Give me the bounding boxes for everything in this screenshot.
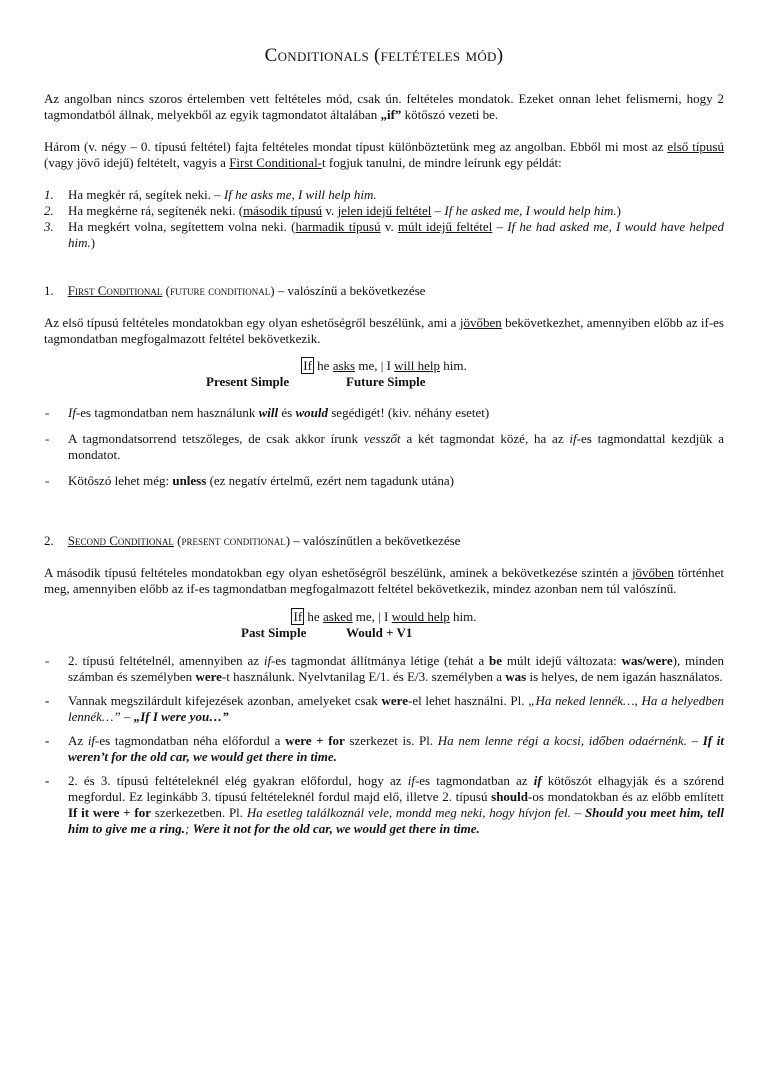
s2-b2-hu: „Ha neked lennék…, Ha a helyedben lennék…” — [68, 693, 724, 724]
s2-b2-were: were — [381, 693, 408, 708]
s1-b2-if: if — [569, 431, 577, 446]
s1-b3-c: (ez negatív értelmű, ezért nem tagadunk utána) — [206, 473, 454, 488]
example-hu: Ha megkér rá, segítek neki. – — [68, 187, 224, 202]
example-en: If he had asked me, I would have helped him. — [68, 219, 724, 250]
bullet: - — [45, 773, 50, 788]
example-dash: – — [431, 203, 445, 218]
s1-label-present-simple: Present Simple — [206, 374, 290, 389]
example-close: ) — [616, 203, 621, 218]
section-2-heading — [44, 533, 724, 549]
s2-b4-c: kötőszót elhagyják és a szórend megfordul. Ez leginkább 3. típusú feltételeknél fordul majd elő, illetve 2. típusú — [68, 773, 724, 804]
s2-b1-if: if — [263, 653, 272, 668]
s2-b1-were: were — [195, 669, 222, 684]
s2-b3-en: If it weren’t for the old car, we would get there in time. — [68, 733, 724, 764]
s1-rule-1 — [44, 405, 724, 421]
section-sub: (present conditional) — [173, 533, 291, 548]
s2-formula-him: him. — [449, 609, 477, 624]
s2-b2-a: Vannak megszilárdult kifejezések azonban, amelyeket csak — [68, 693, 382, 708]
s2-b2-en: „If I were you…” — [133, 709, 229, 724]
example-number: 2. — [44, 203, 54, 218]
s2-p-a: A második típusú feltételes mondatokban egy olyan eshetőségről beszélünk, aminek a bekövetkezése szintén a — [44, 565, 632, 580]
s1-b1-if: If — [68, 405, 76, 420]
bullet: - — [45, 693, 50, 708]
intro2-b: (vagy jövő idejű) feltételt, vagyis a — [44, 155, 230, 170]
s2-b2-dash: – — [120, 709, 134, 724]
s2-b4-if-it-were-for: If it were + for — [68, 805, 151, 820]
example-tense: múlt idejű feltétel — [397, 219, 493, 234]
s2-b3-were-for: were + for — [285, 733, 345, 748]
section-desc: – valószínű a bekövetkezése — [274, 283, 426, 298]
example-hu: Ha megkérne rá, segítenék neki. ( — [68, 203, 244, 218]
section-number: 1. — [44, 283, 54, 298]
s1-future: jövőben — [459, 315, 502, 330]
s2-b4-a: 2. és 3. típusú feltételeknél elég gyakran előfordul, hogy az — [68, 773, 408, 788]
s2-label-past-simple: Past Simple — [241, 625, 307, 640]
s2-formula-he: he — [304, 609, 323, 624]
s1-formula-he: he — [313, 358, 333, 373]
s2-b4-sep: ; — [185, 821, 193, 836]
s1-b2-a: A tagmondatsorrend tetszőleges, de csak akkor írunk — [68, 431, 364, 446]
example-hu: Ha megkért volna, segítettem volna neki. ( — [68, 219, 296, 234]
s1-formula-him: him. — [440, 358, 467, 373]
page-title: Conditionals (feltételes mód) — [264, 45, 504, 66]
intro2-c: t fogjuk tanulni, de mindre leírunk egy példát: — [322, 155, 562, 170]
s1-b1-a: -es tagmondatban nem használunk — [75, 405, 259, 420]
s1-formula-if: If — [303, 358, 312, 373]
s2-b4-dash: – — [570, 805, 585, 820]
s2-b3-c: szerkezet is. Pl. — [344, 733, 438, 748]
s1-formula-main: will help — [394, 358, 441, 373]
s2-b4-if: if — [407, 773, 415, 788]
s1-b2-comma: vesszőt — [363, 431, 401, 446]
example-en: If he asks me, I will help him. — [223, 187, 377, 202]
s2-future: jövőben — [631, 565, 674, 580]
section-1-paragraph — [44, 315, 724, 347]
s2-formula-if: If — [293, 609, 303, 624]
bullet: - — [45, 405, 50, 420]
s1-labels — [44, 374, 724, 390]
section-name: Second Conditional — [67, 533, 174, 548]
example-dash: – — [492, 219, 508, 234]
intro1-end: kötőszó vezeti be. — [401, 107, 499, 122]
s2-b1-c: múlt idejű változata: — [502, 653, 622, 668]
s2-b1-d: ), minden számban és személyben — [68, 653, 724, 684]
s1-b3-a: Kötőszó lehet még: — [68, 473, 173, 488]
s1-formula-me: me, | I — [355, 358, 395, 373]
s1-formula — [44, 358, 724, 374]
s2-b3-if: if — [87, 733, 96, 748]
s2-b4-should: should — [491, 789, 529, 804]
s2-b4-b: -es tagmondatban az — [414, 773, 534, 788]
example-number: 1. — [44, 187, 54, 202]
bullet: - — [45, 473, 50, 488]
s2-b1-b: -es tagmondat állítmánya létige (tehát a — [271, 653, 490, 668]
s1-b1-would: would — [295, 405, 328, 420]
intro1-text: Az angolban nincs szoros értelemben vett feltételes mód, csak ún. feltételes mondatok. Ezeket onnan lehet felismerni, hogy 2 tagmondatból állnak, melyekből az egyik tagmondatot általában — [44, 91, 724, 122]
s2-b1-e: -t használunk. Nyelvtanilag E/1. és E/3. személyben a — [221, 669, 506, 684]
s1-b3-unless: unless — [172, 473, 207, 488]
example-en: If he asked me, I would help him. — [444, 203, 617, 218]
s2-p-b: történhet meg, amennyiben előbb az if-es tagmondatban megfogalmazott feltétel bekövetkezik, mindez azonban nem túl valószínű. — [44, 565, 724, 596]
s2-b3-dash: – — [686, 733, 703, 748]
s2-b1-a: 2. típusú feltételnél, amennyiben az — [68, 653, 264, 668]
section-number: 2. — [44, 533, 54, 548]
bullet: - — [45, 733, 50, 748]
section-sub: (future conditional) — [162, 283, 275, 298]
example-tense: jelen idejű feltétel — [337, 203, 432, 218]
s2-b3-a: Az — [68, 733, 88, 748]
bullet: - — [45, 653, 50, 668]
s1-p-b: bekövetkezhet, amennyiben előbb az if-es tagmondatban megfogalmazott feltétel bekövetkezik. — [44, 315, 724, 346]
s1-rule-2 — [44, 431, 724, 463]
s2-rule-1 — [44, 653, 724, 685]
s1-rule-3 — [44, 473, 724, 489]
s2-b4-e: szerkezetben. Pl. — [150, 805, 247, 820]
s2-label-would-v1: Would + V1 — [346, 625, 413, 640]
section-2-paragraph — [44, 565, 724, 597]
s2-formula — [44, 609, 724, 625]
example-close: ) — [90, 235, 96, 250]
s2-b4-d: -os mondatokban és az előbb említett — [528, 789, 724, 804]
s2-b3-hu: Ha nem lenne régi a kocsi, időben odaérnénk. — [437, 733, 687, 748]
document-page — [0, 45, 768, 1069]
intro2-first-conditional: First Conditional- — [229, 155, 323, 170]
s2-b4-en2: Were it not for the old car, we would get there in time. — [192, 821, 480, 836]
s2-labels — [44, 625, 724, 641]
example-list — [44, 187, 724, 251]
s2-b1-was: was — [505, 669, 527, 684]
section-name: First Conditional — [67, 283, 163, 298]
s1-b1-will: will — [258, 405, 279, 420]
s2-b2-b: -el lehet használni. Pl. — [407, 693, 529, 708]
s1-b2-c: -es tagmondattal kezdjük a mondatot. — [68, 431, 724, 462]
intro1-if: „if” — [380, 107, 402, 122]
s1-b1-b: segédigét! (kiv. néhány esetet) — [328, 405, 490, 420]
example-item-1 — [44, 187, 724, 203]
example-type: második típusú — [243, 203, 323, 218]
s2-formula-me: me, | I — [352, 609, 392, 624]
intro2-first-type: első típusú — [667, 139, 724, 154]
s2-b4-if2: if — [533, 773, 542, 788]
example-item-3 — [44, 219, 724, 251]
s1-p-a: Az első típusú feltételes mondatokban egy olyan eshetőségről beszélünk, ami a — [44, 315, 460, 330]
s2-formula-main: would help — [391, 609, 450, 624]
intro-paragraph-1 — [44, 91, 724, 123]
section-1-heading — [44, 283, 724, 299]
s2-b1-was-were: was/were — [621, 653, 673, 668]
intro2-a: Három (v. négy – 0. típusú feltétel) fajta feltételes mondat típust különböztetünk meg az angolban. Ebből mi most az — [44, 139, 668, 154]
s2-b1-be: be — [489, 653, 503, 668]
s1-formula-verb: asks — [332, 358, 356, 373]
s2-b4-hu: Ha esetleg találkoznál vele, mondd meg neki, hogy hívjon fel. — [246, 805, 571, 820]
example-mid: v. — [380, 219, 398, 234]
s2-b4-en1: Should you meet him, tell him to give me a ring. — [68, 805, 725, 836]
example-type: harmadik típusú — [295, 219, 381, 234]
s2-b1-f: is helyes, de nem igazán használatos. — [526, 669, 723, 684]
s2-rule-4 — [44, 773, 724, 837]
s1-rules — [44, 405, 724, 489]
bullet: - — [45, 431, 50, 446]
s2-rules — [44, 653, 724, 837]
example-item-2 — [44, 203, 724, 219]
s1-b2-b: a két tagmondat közé, ha az — [400, 431, 570, 446]
section-desc: – valószínűtlen a bekövetkezése — [290, 533, 461, 548]
s1-b1-and: és — [278, 405, 296, 420]
intro-paragraph-2 — [44, 139, 724, 171]
s2-rule-2 — [44, 693, 724, 725]
s2-formula-verb: asked — [322, 609, 353, 624]
s2-rule-3 — [44, 733, 724, 765]
example-number: 3. — [44, 219, 54, 234]
s1-label-future-simple: Future Simple — [346, 374, 426, 389]
example-mid: v. — [322, 203, 338, 218]
s2-b3-b: -es tagmondatban néha előfordul a — [95, 733, 286, 748]
